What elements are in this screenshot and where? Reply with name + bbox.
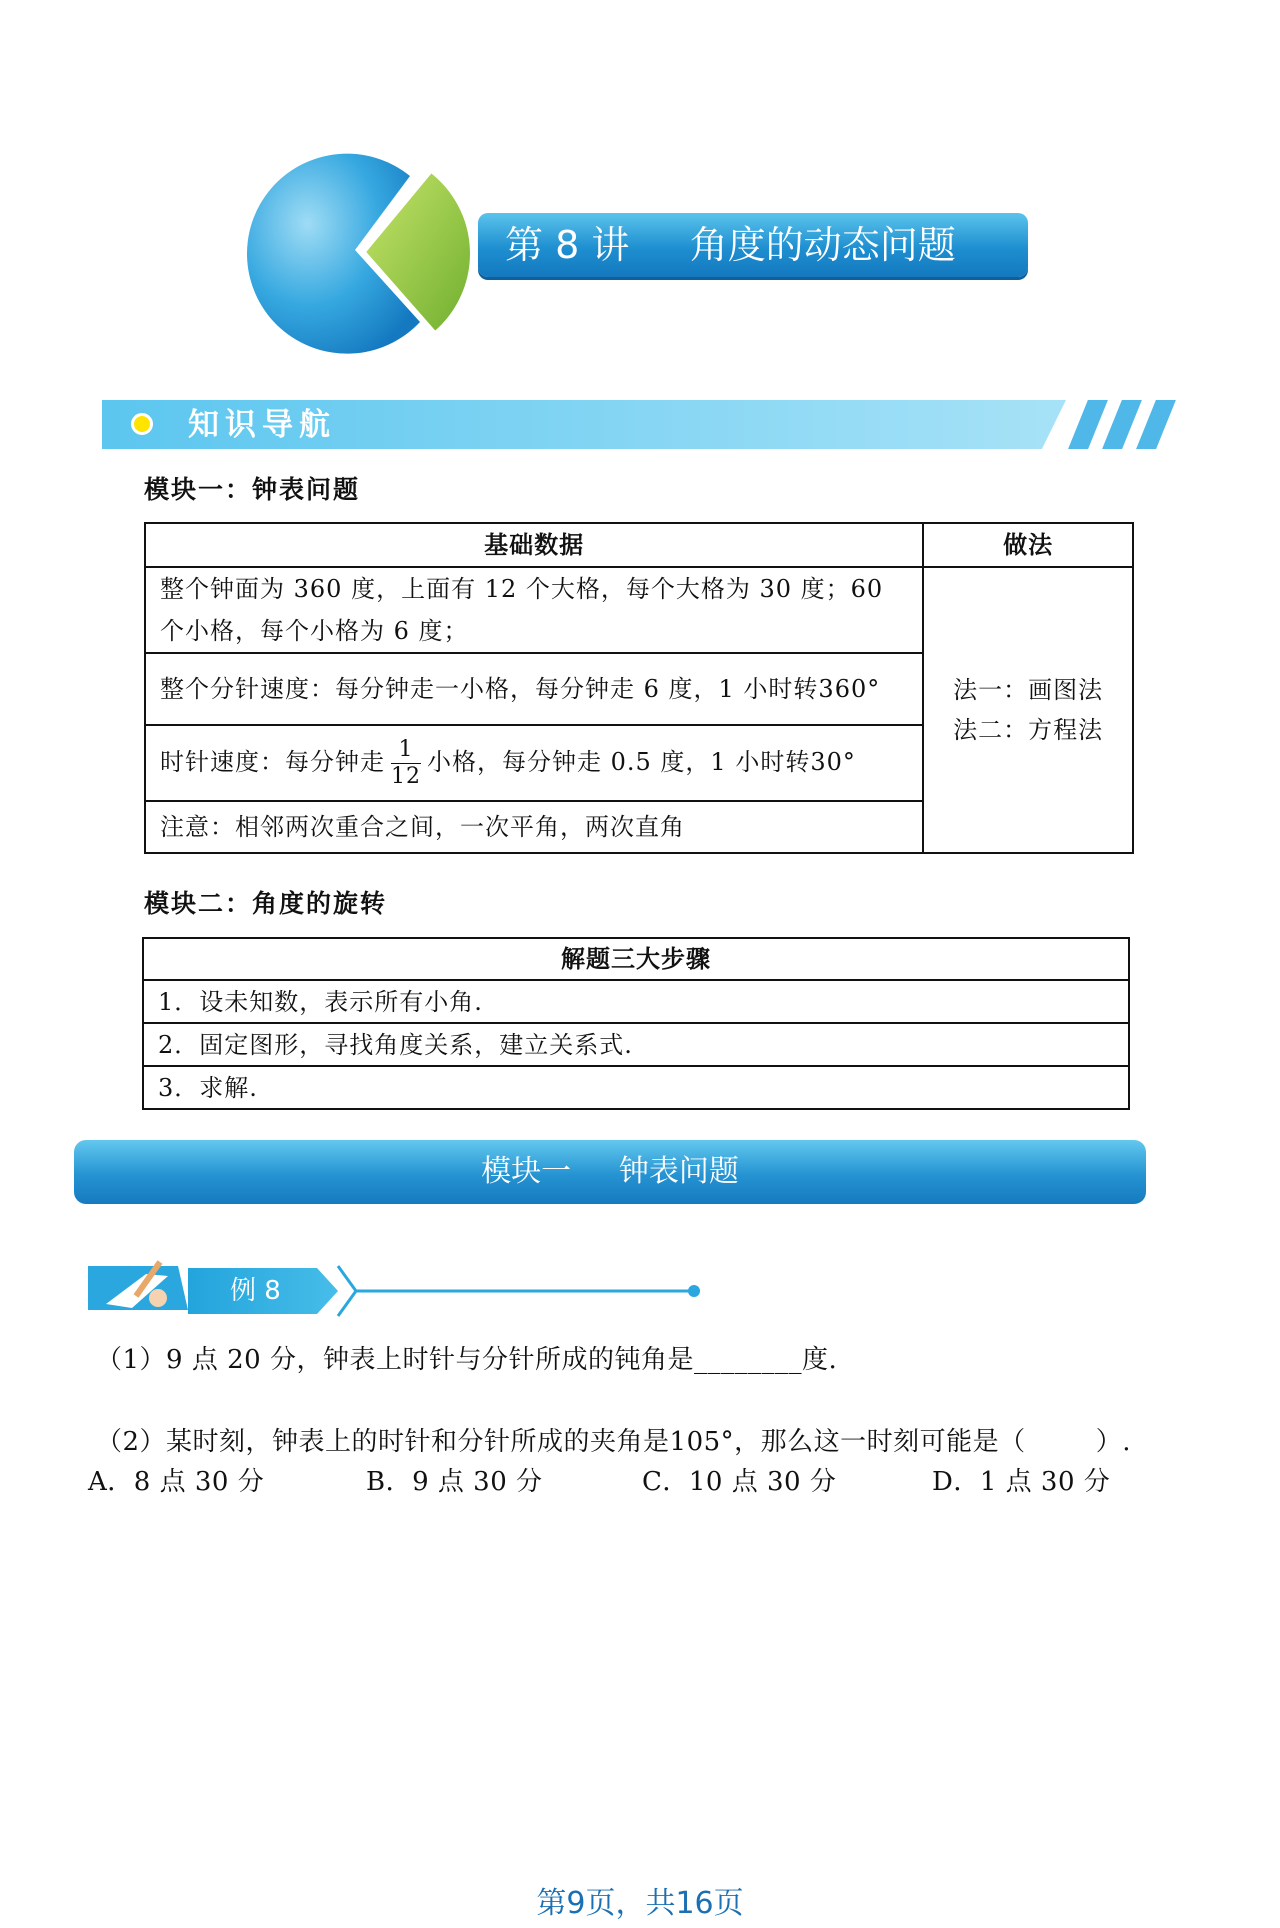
method-equation: 法二：方程法 (953, 716, 1104, 744)
fraction-one-twelfth: $\frac{1}{12}$ (391, 736, 421, 789)
steps-header: 解题三大步骤 (143, 938, 1129, 980)
option-a: A．8 点 30 分 (88, 1467, 265, 1497)
pie-logo-icon (235, 140, 475, 360)
step-row: 2．固定图形，寻找角度关系，建立关系式. (143, 1023, 1129, 1066)
option-b: B．9 点 30 分 (366, 1467, 543, 1497)
question-1: （1）9 点 20 分，钟表上时针与分针所成的钝角是________度. (96, 1345, 838, 1375)
table-row (145, 725, 923, 801)
section-title: 模块一 钟表问题 (481, 1154, 739, 1189)
slash-stripe-icon (1102, 400, 1142, 449)
table-header-data: 基础数据 (145, 523, 923, 567)
method-cell (923, 567, 1133, 853)
slash-stripe-icon (1068, 400, 1108, 449)
hour-hand-speed-label: 时针速度：每分钟走 (160, 747, 385, 776)
module2-heading: 模块二：角度的旋转 (144, 889, 388, 918)
question-2: （2）某时刻，钟表上的时针和分针所成的夹角是105°，那么这一时刻可能是（ ）. (96, 1427, 1132, 1457)
lecture-title: 第 8 讲 角度的动态问题 (505, 223, 956, 267)
hour-hand-speed-rest: 小格，每分钟走 0.5 度，1 小时转30° (427, 747, 856, 776)
slash-stripe-icon (1136, 400, 1176, 449)
table-row: 整个钟面为 360 度，上面有 12 个大格，每个大格为 30 度；60 个小格，每个小格为 6 度； (145, 567, 923, 653)
step-row: 3．求解. (143, 1066, 1129, 1109)
example-arrow-line (336, 1264, 706, 1318)
step-row: 1．设未知数，表示所有小角. (143, 980, 1129, 1023)
page-number: 第9页，共16页 (536, 1886, 744, 1921)
option-d: D．1 点 30 分 (932, 1467, 1111, 1497)
table-header-method: 做法 (923, 523, 1133, 567)
module1-heading: 模块一：钟表问题 (144, 475, 361, 504)
example-label: 例 8 (230, 1276, 281, 1306)
option-c: C．10 点 30 分 (642, 1467, 837, 1497)
table-row: 注意：相邻两次重合之间，一次平角，两次直角 (145, 801, 923, 853)
knowledge-nav-title: 知识导航 (188, 407, 336, 443)
pen-writing-icon (88, 1258, 198, 1318)
method-draw: 法一：画图法 (953, 676, 1104, 704)
nav-dot-icon (131, 413, 153, 435)
table-row: 整个分针速度：每分钟走一小格，每分钟走 6 度，1 小时转360° (145, 653, 923, 725)
clock-basics-table (144, 522, 1134, 854)
steps-table (142, 937, 1130, 1110)
